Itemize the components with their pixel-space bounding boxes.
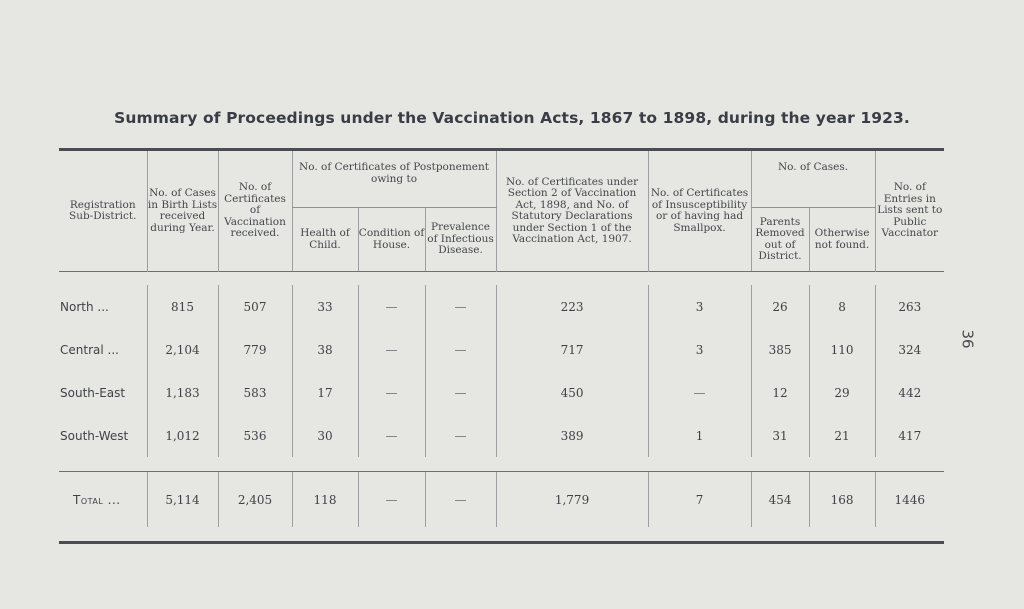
cell-prevalence: — <box>425 285 496 328</box>
header-entries-public-vaccinator: No. of Entries in Lists sent to Public Vaccinator <box>875 150 944 272</box>
header-postponement-group: No. of Certificates of Postponement owing to <box>292 150 496 208</box>
cell-condition: — <box>358 371 425 414</box>
cell-entries: 324 <box>875 328 944 371</box>
total-section2: 1,779 <box>496 472 648 528</box>
cell-removed: 12 <box>751 371 809 414</box>
cell-insusceptibility: — <box>648 371 751 414</box>
district-name: North ... <box>60 299 109 314</box>
cell-insusceptibility: 1 <box>648 414 751 457</box>
total-cert: 2,405 <box>218 472 292 528</box>
district-name: South-West <box>60 428 129 443</box>
header-otherwise-not-found: Otherwise not found. <box>809 208 875 272</box>
cell-condition: — <box>358 414 425 457</box>
total-insusceptibility: 7 <box>648 472 751 528</box>
cell-section2: 717 <box>496 328 648 371</box>
cell-otherwise: 8 <box>809 285 875 328</box>
cell-removed: 31 <box>751 414 809 457</box>
cell-entries: 417 <box>875 414 944 457</box>
cell-prevalence: — <box>425 328 496 371</box>
cell-removed: 26 <box>751 285 809 328</box>
cell-cases: 2,104 <box>147 328 218 371</box>
document-title: Summary of Proceedings under the Vaccination Acts, 1867 to 1898, during the year 1923. <box>114 109 910 127</box>
header-cases-birth-lists: No. of Cases in Birth Lists received during Year. <box>147 150 218 272</box>
total-entries: 1446 <box>875 472 944 528</box>
cell-health: 17 <box>292 371 358 414</box>
cell-insusceptibility: 3 <box>648 285 751 328</box>
cell-cases: 815 <box>147 285 218 328</box>
header-section2-certificates: No. of Certificates under Section 2 of Vaccination Act, 1898, and No. of Statutory Declarations under Section 1 of the Vaccination Act, 1907. <box>496 150 648 272</box>
vaccination-summary-table <box>59 148 944 544</box>
total-prevalence: — <box>425 472 496 528</box>
district-name: South-East <box>60 385 126 400</box>
header-certificates-vaccination: No. of Certificates of Vaccination received. <box>218 150 292 272</box>
total-condition: — <box>358 472 425 528</box>
total-health: 118 <box>292 472 358 528</box>
total-otherwise: 168 <box>809 472 875 528</box>
cell-insusceptibility: 3 <box>648 328 751 371</box>
table-row <box>59 371 944 414</box>
total-row <box>59 472 944 528</box>
table-row <box>59 285 944 328</box>
page-number: 36 <box>958 329 977 349</box>
cell-otherwise: 21 <box>809 414 875 457</box>
header-health-of-child: Health of Child. <box>292 208 358 272</box>
cell-prevalence: — <box>425 371 496 414</box>
district-name: Central ... <box>60 342 119 357</box>
cell-entries: 263 <box>875 285 944 328</box>
total-label: Total ... <box>59 472 147 528</box>
cell-health: 30 <box>292 414 358 457</box>
header-parents-removed: Parents Removed out of District. <box>751 208 809 272</box>
cell-cases: 1,012 <box>147 414 218 457</box>
cell-condition: — <box>358 285 425 328</box>
total-removed: 454 <box>751 472 809 528</box>
cell-cases: 1,183 <box>147 371 218 414</box>
cell-entries: 442 <box>875 371 944 414</box>
cell-otherwise: 110 <box>809 328 875 371</box>
cell-health: 33 <box>292 285 358 328</box>
cell-prevalence: — <box>425 414 496 457</box>
cell-cert: 583 <box>218 371 292 414</box>
header-cases-group: No. of Cases. <box>751 150 875 208</box>
cell-condition: — <box>358 328 425 371</box>
cell-otherwise: 29 <box>809 371 875 414</box>
cell-section2: 450 <box>496 371 648 414</box>
cell-cert: 779 <box>218 328 292 371</box>
cell-section2: 223 <box>496 285 648 328</box>
header-insusceptibility: No. of Certificates of Insusceptibility or of having had Smallpox. <box>648 150 751 272</box>
table-row <box>59 328 944 371</box>
total-cases: 5,114 <box>147 472 218 528</box>
header-prevalence-disease: Prevalence of Infectious Disease. <box>425 208 496 272</box>
cell-removed: 385 <box>751 328 809 371</box>
cell-health: 38 <box>292 328 358 371</box>
cell-section2: 389 <box>496 414 648 457</box>
cell-cert: 536 <box>218 414 292 457</box>
cell-cert: 507 <box>218 285 292 328</box>
table-row <box>59 414 944 457</box>
header-condition-of-house: Condition of House. <box>358 208 425 272</box>
header-district: Registration Sub-District. <box>69 198 137 222</box>
